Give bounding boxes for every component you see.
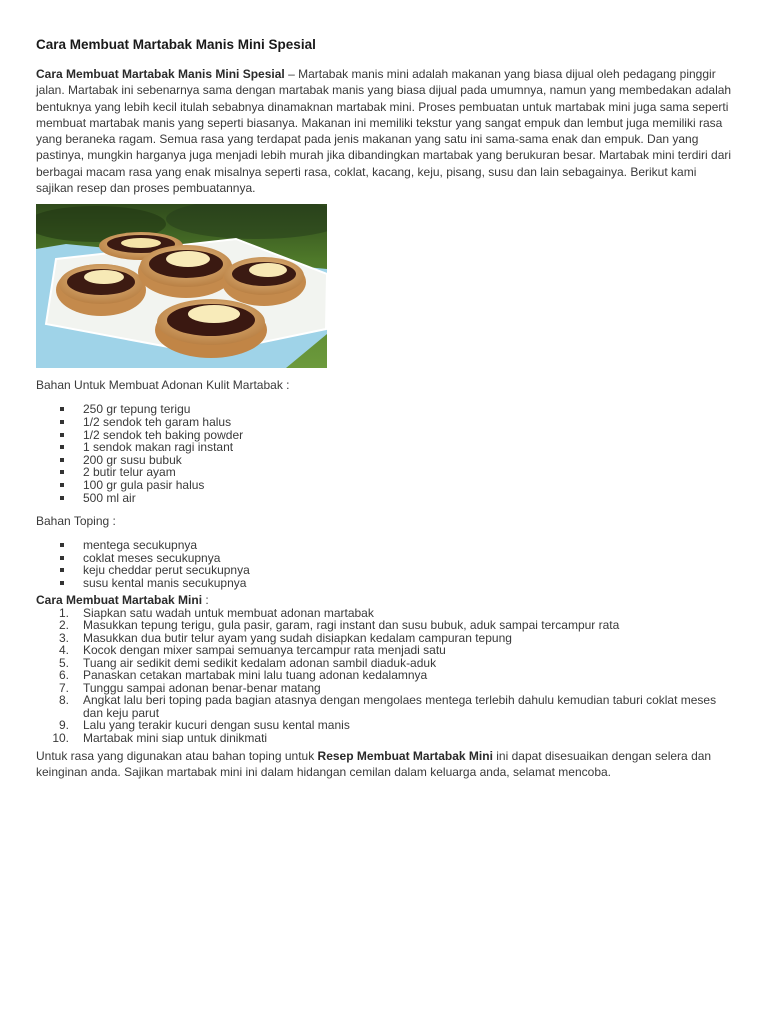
list-item: 100 gr gula pasir halus: [60, 479, 736, 492]
list-item: 1 sendok makan ragi instant: [60, 441, 736, 454]
step-item: [36, 732, 736, 745]
step-number: 5.: [58, 655, 69, 670]
steps-heading-bold: Cara Membuat Martabak Mini: [36, 592, 203, 607]
step-text: Kocok dengan mixer sampai semuanya tercampur rata menjadi satu: [83, 643, 446, 657]
steps-heading-colon: :: [202, 592, 209, 607]
step-number: 4.: [58, 643, 69, 657]
topping-label: Bahan Toping :: [36, 514, 116, 529]
step-item: [36, 619, 736, 632]
list-item: susu kental manis secukupnya: [60, 577, 736, 590]
intro-paragraph: [36, 66, 736, 196]
intro-text: – Martabak manis mini adalah makanan yang biasa dijual oleh pedagang pinggir jalan. Martabak ini sebenarnya sama dengan martabak manis yang biasa dijual pada umumnya, namun yang membedakan adalah bentuknya yang lebih kecil itulah sebabnya dinamaknan martabak mini. Proses pembuatan untuk martabak mini juga sama seperti membuat martabak manis yang seperti biasanya. Makanan ini memiliki tekstur yang sangat empuk dan lembut juga memiliki rasa yang beraneka ragam. Semua rasa yang terdapat pada jenis makanan yang satu ini sama-sama enak dan empuk. Dan yang pastinya, mungkin harganya juga menjadi lebih murah jika dibandingkan martabak yang berukuran besar. Martabak mini terdiri dari berbagai macam rasa yang enak misalnya seperti rasa, coklat, kacang, keju, pisang, susu dan lain sebagainya. Berikut kami sajikan resep dan proses pembuatannya.: [36, 67, 732, 196]
list-item: 2 butir telur ayam: [60, 466, 736, 479]
step-number: 8.: [58, 693, 69, 707]
closing-bold: Resep Membuat Martabak Mini: [317, 749, 493, 763]
step-text: Tunggu sampai adonan benar-benar matang: [83, 680, 321, 695]
step-text: Masukkan dua butir telur ayam yang sudah disiapkan kedalam campuran tepung: [83, 630, 512, 645]
topping-list: [36, 539, 736, 589]
step-number: 1.: [58, 605, 69, 620]
list-item: keju cheddar perut secukupnya: [60, 564, 736, 577]
closing-text-start: Untuk rasa yang digunakan atau bahan toping untuk: [36, 749, 318, 763]
step-text: Siapkan satu wadah untuk membuat adonan martabak: [83, 605, 374, 620]
step-item: [36, 669, 736, 682]
ingredients-list: [36, 403, 736, 504]
doc-title: Cara Membuat Martabak Manis Mini Spesial: [36, 37, 316, 52]
step-text: Angkat lalu beri toping pada bagian atasnya dengan mengolaes mentega terlebih dahulu kemudian taburi coklat meses dan keju parut: [83, 693, 717, 720]
closing-paragraph: [36, 748, 736, 781]
step-text: Lalu yang terakir kucuri dengan susu kental manis: [83, 718, 350, 732]
list-item: 200 gr susu bubuk: [60, 454, 736, 467]
steps-list: [36, 607, 736, 745]
list-item: 500 ml air: [60, 492, 736, 505]
list-item: mentega secukupnya: [60, 539, 736, 552]
ingredients-label: Bahan Untuk Membuat Adonan Kulit Martabak :: [36, 378, 290, 393]
intro-bold-title: Cara Membuat Martabak Manis Mini Spesial: [36, 67, 285, 81]
document-page: [36, 36, 736, 789]
step-text: Martabak mini siap untuk dinikmati: [83, 730, 268, 745]
step-item: [36, 719, 736, 732]
list-item: coklat meses secukupnya: [60, 552, 736, 565]
step-text: Masukkan tepung terigu, gula pasir, garam, ragi instant dan susu bubuk, aduk sampai tercampur rata: [83, 618, 620, 632]
step-number: 10.: [52, 730, 69, 745]
step-number: 6.: [58, 668, 69, 682]
steps-heading: [36, 594, 736, 607]
martabak-mini-photo: [36, 204, 327, 368]
step-item: [36, 644, 736, 657]
list-item: 1/2 sendok teh baking powder: [60, 429, 736, 442]
step-number: 7.: [58, 680, 69, 695]
step-text: Panaskan cetakan martabak mini lalu tuang adonan kedalamnya: [83, 668, 428, 682]
step-number: 3.: [58, 630, 69, 645]
list-item: 1/2 sendok teh garam halus: [60, 416, 736, 429]
closing-text-end: ini dapat disesuaikan dengan selera dan keinginan anda. Sajikan martabak mini ini dalam hidangan cemilan dalam keluarga anda, selamat mencoba.: [36, 749, 712, 780]
step-text: Tuang air sedikit demi sedikit kedalam adonan sambil diaduk-aduk: [83, 655, 437, 670]
list-item: 250 gr tepung terigu: [60, 403, 736, 416]
step-item: [36, 694, 736, 719]
step-number: 2.: [58, 618, 69, 632]
step-number: 9.: [58, 718, 69, 732]
